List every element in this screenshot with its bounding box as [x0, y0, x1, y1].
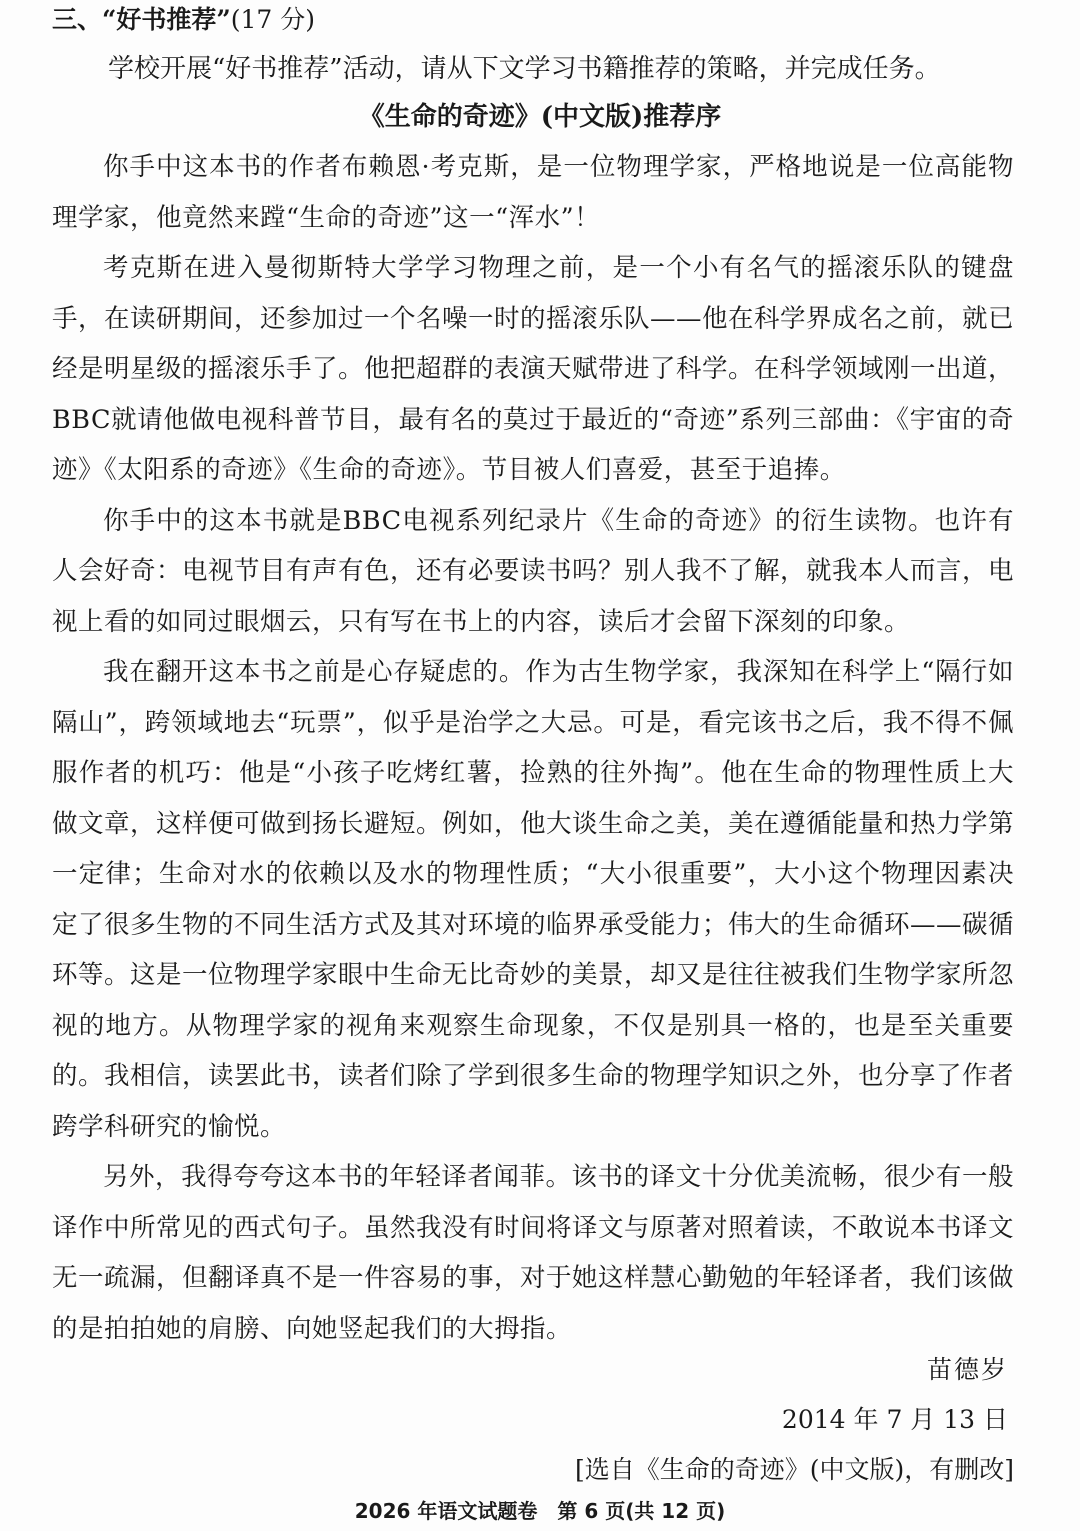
article-title: 《生命的奇迹》(中文版)推荐序: [358, 102, 722, 132]
page-footer: 2026 年语文试题卷 第 6 页(共 12 页): [354, 1499, 726, 1523]
article-paragraph: 我在翻开这本书之前是心存疑虑的。作为古生物学家，我深知在科学上“隔行如隔山”，跨领域地去“玩票”，似乎是治学之大忌。可是，看完该书之后，我不得不佩服作者的机巧：他是“小孩子吃烤红薯，捡熟的往外掏”。他在生命的物理性质上大做文章，这样便可做到扬长避短。例如，他大谈生命之美，美在遵循能量和热力学第一定律；生命对水的依赖以及水的物理性质；“大小很重要”，大小这个物理因素决定了很多生物的不同生活方式及其对环境的临界承受能力；伟大的生命循环——碳循环等。这是一位物理学家眼中生命无比奇妙的美景，却又是往往被我们生物学家所忽视的地方。从物理学家的视角来观察生命现象，不仅是别具一格的，也是至关重要的。我相信，读罢此书，读者们除了学到很多生命的物理学知识之外，也分享了作者跨学科研究的愉悦。: [52, 657, 1015, 1142]
article-body: [52, 142, 1014, 1354]
article-source: [选自《生命的奇迹》(中文版)，有删改]: [574, 1455, 1014, 1484]
article-paragraph: 考克斯在进入曼彻斯特大学学习物理之前，是一个小有名气的摇滚乐队的键盘手，在读研期间，还参加过一个名噪一时的摇滚乐队——他在科学界成名之前，就已经是明星级的摇滚乐手了。他把超群的表演天赋带进了科学。在科学领域刚一出道，BBC就请他做电视科普节目，最有名的莫过于最近的“奇迹”系列三部曲：《宇宙的奇迹》《太阳系的奇迹》《生命的奇迹》。节目被人们喜爱，甚至于追捧。: [52, 253, 1015, 485]
article-date: 2014 年 7 月 13 日: [781, 1405, 1008, 1434]
article-paragraph: 另外，我得夸夸这本书的年轻译者闻菲。该书的译文十分优美流畅，很少有一般译作中所常见的西式句子。虽然我没有时间将译文与原著对照着读，不敢说本书译文无一疏漏，但翻译真不是一件容易的事，对于她这样慧心勤勉的年轻译者，我们该做的是拍拍她的肩膀、向她竖起我们的大拇指。: [52, 1162, 1015, 1344]
article-paragraph: 你手中这本书的作者布赖恩·考克斯，是一位物理学家，严格地说是一位高能物理学家，他竟然来蹚“生命的奇迹”这一“浑水”！: [52, 152, 1014, 233]
article-paragraph: 你手中的这本书就是BBC电视系列纪录片《生命的奇迹》的衍生读物。也许有人会好奇：电视节目有声有色，还有必要读书吗？别人我不了解，就我本人而言，电视上看的如同过眼烟云，只有写在书上的内容，读后才会留下深刻的印象。: [52, 505, 1015, 637]
article-author: 苗德岁: [926, 1355, 1008, 1384]
section-score: (17 分): [230, 5, 316, 34]
section-heading: [52, 2, 315, 38]
task-instruction: 学校开展“好书推荐”活动，请从下文学习书籍推荐的策略，并完成任务。: [108, 54, 941, 84]
section-heading-text: 三、“好书推荐”: [52, 5, 231, 34]
